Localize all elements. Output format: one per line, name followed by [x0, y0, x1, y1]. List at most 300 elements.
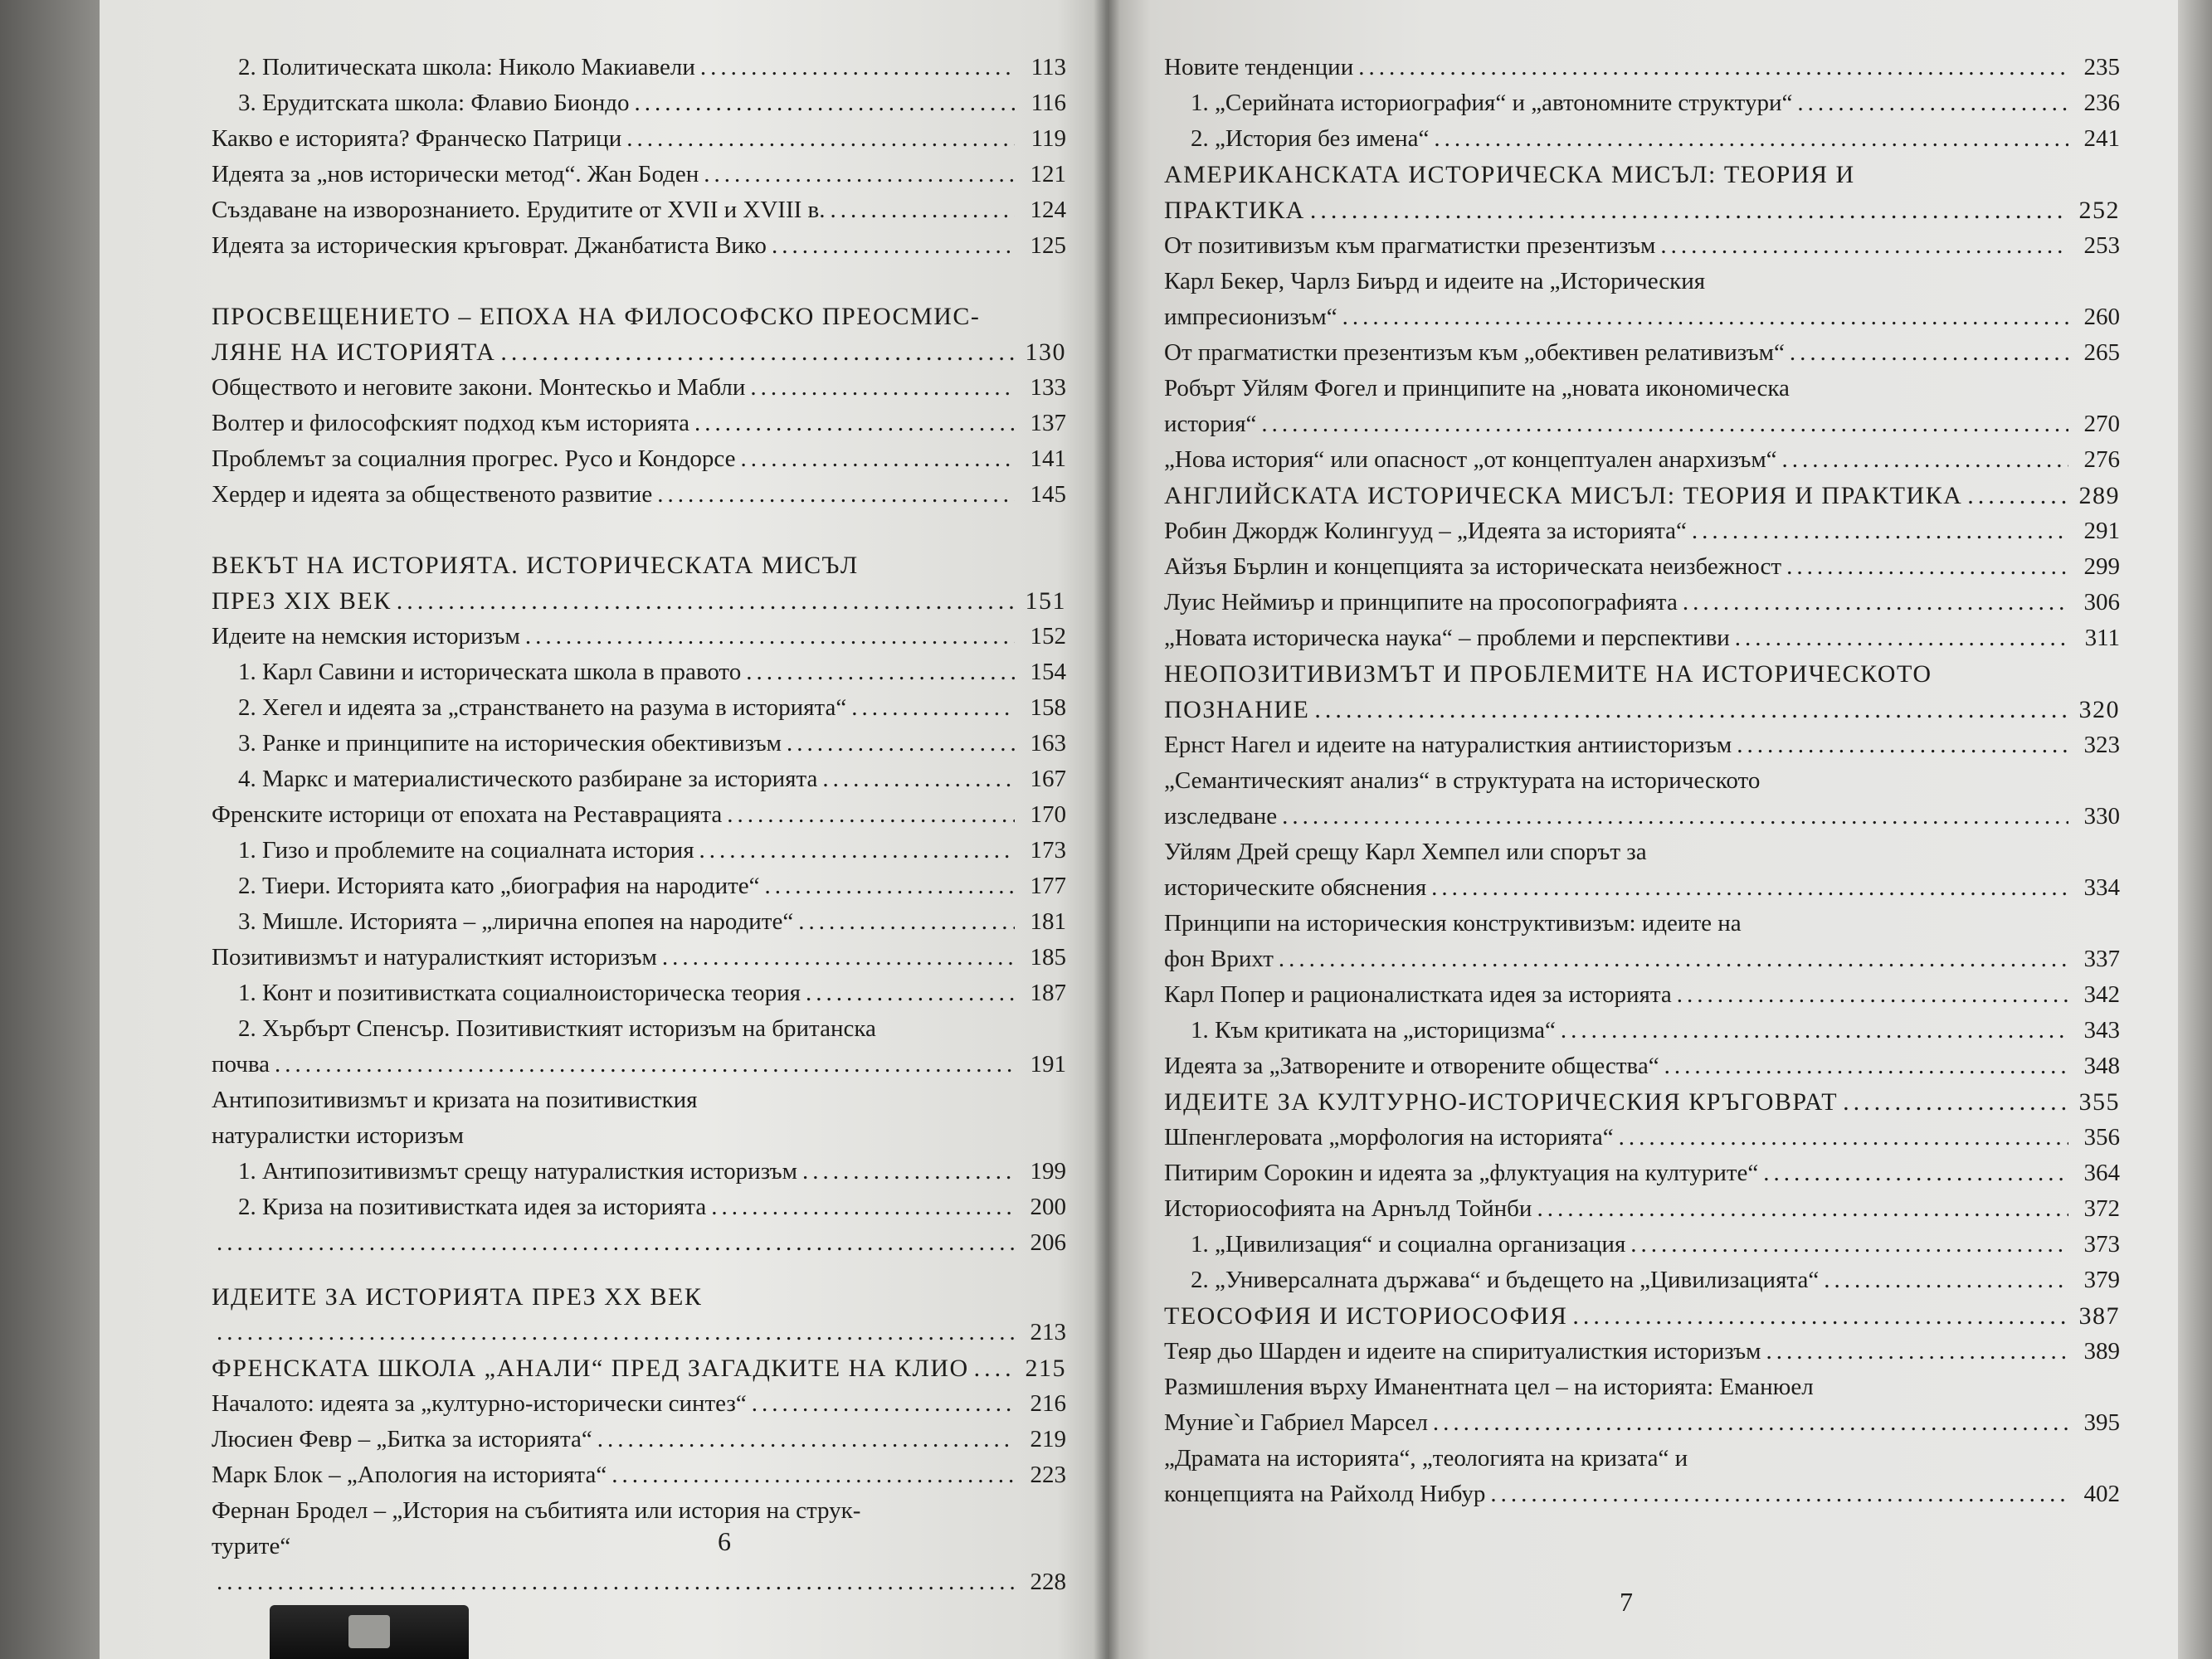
dot-leader	[1619, 1120, 2068, 1155]
toc-entry	[212, 477, 1066, 513]
dot-leader	[830, 192, 1015, 228]
toc-entry-title: Принципи на историческия конструктивизъм: идеите на	[1164, 910, 1742, 937]
toc-entry-page-number: 173	[1030, 837, 1066, 864]
toc-entry	[1164, 727, 2120, 763]
toc-entry-page-number: 379	[2083, 1267, 2120, 1293]
toc-entry-title: ФРЕНСКАТА ШКОЛА „АНАЛИ“ ПРЕД ЗАГАДКИТЕ НА КЛИО	[212, 1355, 969, 1382]
toc-entry	[212, 1386, 1066, 1422]
toc-entry-page-number: 170	[1030, 801, 1066, 828]
toc-entry-title: Началото: идеята за „културно-исторически синтез“	[212, 1390, 747, 1417]
toc-entry-title: Новите тенденции	[1164, 54, 1354, 80]
dot-leader	[699, 833, 1015, 868]
toc-entry-title: Луис Неймиър и принципите на просопографията	[1164, 589, 1678, 615]
toc-entry-page-number: 213	[1030, 1319, 1066, 1345]
dot-leader	[525, 619, 1015, 654]
toc-entry	[1164, 1477, 2120, 1512]
toc-entry-page-number: 167	[1030, 766, 1066, 792]
toc-entry	[1164, 299, 2120, 335]
dot-leader	[1766, 1334, 2068, 1370]
toc-section-heading	[1164, 656, 2120, 692]
toc-entry-page-number: 119	[1030, 125, 1066, 152]
toc-entry-page-number: 191	[1030, 1051, 1066, 1078]
toc-entry-page-number: 387	[2078, 1302, 2120, 1330]
toc-entry-title: 1. Карл Савини и историческата школа в правото	[238, 659, 742, 685]
toc-section-heading	[1164, 478, 2120, 513]
toc-entry	[212, 1082, 1066, 1118]
dot-leader	[1843, 1084, 2068, 1120]
toc-entry-page-number: 270	[2083, 411, 2120, 437]
toc-entry	[1164, 906, 2120, 941]
toc-entry-page-number: 185	[1030, 944, 1066, 971]
dot-leader	[1342, 299, 2068, 335]
toc-entry	[212, 228, 1066, 264]
toc-entry-page-number: 241	[2083, 125, 2120, 152]
toc-entry-page-number: 116	[1030, 90, 1066, 116]
toc-entry	[1164, 50, 2120, 85]
toc-entry-title: От позитивизъм към прагматистки презентизъм	[1164, 232, 1656, 259]
toc-entry-title: Идеята за „Затворените и отворените общества“	[1164, 1053, 1659, 1079]
dot-leader	[1677, 977, 2068, 1013]
toc-entry	[1164, 1155, 2120, 1191]
toc-entry-title: Създаване на изворознанието. Ерудитите от XVII и XVIII в.	[212, 197, 826, 223]
toc-entry-page-number: 260	[2083, 304, 2120, 330]
toc-entry	[212, 904, 1066, 940]
toc-entry	[212, 761, 1066, 797]
toc-section-heading	[212, 547, 1066, 583]
toc-entry-page-number: 228	[1030, 1569, 1066, 1595]
toc-entry-page-number: 219	[1030, 1426, 1066, 1452]
section-spacer	[212, 513, 1066, 547]
toc-entry-title: натуралистки историзъм	[212, 1122, 464, 1149]
right-page-number: 7	[1620, 1587, 1633, 1617]
toc-entry-page-number: 355	[2078, 1088, 2120, 1116]
toc-entry	[1164, 85, 2120, 121]
dot-leader	[787, 726, 1015, 761]
toc-entry-title: ПРАКТИКА	[1164, 197, 1305, 224]
right-book-page	[1108, 0, 2178, 1659]
toc-entry	[1164, 1227, 2120, 1262]
toc-entry-title: Марк Блок – „Апология на историята“	[212, 1462, 607, 1488]
toc-entry-title: Карл Бекер, Чарлз Биърд и идеите на „Историческия	[1164, 268, 1706, 294]
toc-entry	[1164, 121, 2120, 157]
toc-section-heading	[1164, 1298, 2120, 1334]
toc-entry-page-number: 356	[2083, 1124, 2120, 1151]
dot-leader	[1763, 1155, 2068, 1191]
dot-leader	[1561, 1013, 2068, 1048]
toc-entry-title: Айзъя Бърлин и концепцията за историческата неизбежност	[1164, 553, 1782, 580]
toc-entry	[212, 940, 1066, 975]
dot-leader	[1737, 727, 2068, 763]
dot-leader	[275, 1047, 1015, 1082]
dot-leader	[1797, 85, 2068, 121]
dot-leader	[1735, 620, 2068, 656]
toc-entry	[212, 690, 1066, 726]
dot-leader	[1261, 406, 2068, 442]
dot-leader	[798, 904, 1015, 940]
toc-entry-title: 1. „Цивилизация“ и социална организация	[1191, 1231, 1626, 1258]
toc-entry	[1164, 1441, 2120, 1477]
dot-leader	[1358, 50, 2068, 85]
background-right-edge	[2178, 0, 2212, 1659]
toc-entry	[1164, 763, 2120, 799]
toc-entry-page-number: 289	[2078, 482, 2120, 509]
toc-entry-page-number: 216	[1030, 1390, 1066, 1417]
toc-entry-title: Какво е историята? Франческо Патрици	[212, 125, 622, 152]
dot-leader	[694, 406, 1015, 441]
toc-entry-page-number: 265	[2083, 339, 2120, 366]
toc-entry-title: ИДЕИТЕ ЗА ИСТОРИЯТА ПРЕЗ XX ВЕК	[212, 1283, 703, 1311]
toc-entry	[212, 1118, 1066, 1154]
toc-entry-title: Идеята за „нов исторически метод“. Жан Боден	[212, 161, 699, 187]
dot-leader	[500, 334, 1015, 370]
toc-entry-title: 4. Маркс и материалистическото разбиране за историята	[238, 766, 818, 792]
toc-entry-title: 2. Криза на позитивистката идея за историята	[238, 1194, 707, 1220]
dot-leader	[1310, 192, 2068, 228]
dot-leader	[851, 690, 1015, 726]
toc-entry-title: АНГЛИЙСКАТА ИСТОРИЧЕСКА МИСЪЛ: ТЕОРИЯ И ПРАКТИКА	[1164, 482, 1963, 509]
dot-leader	[1786, 549, 2068, 585]
toc-entry-page-number: 187	[1030, 980, 1066, 1006]
toc-section-heading	[212, 334, 1066, 370]
toc-entry-page-number: 395	[2083, 1409, 2120, 1436]
toc-entry	[212, 1529, 1066, 1564]
dot-leader	[1782, 442, 2068, 478]
toc-entry-page-number: 372	[2083, 1195, 2120, 1222]
toc-entry	[1164, 1370, 2120, 1405]
toc-entry-title: 3. Ранке и принципите на историческия обективизъм	[238, 730, 782, 757]
toc-entry-title: ВЕКЪТ НА ИСТОРИЯТА. ИСТОРИЧЕСКАТА МИСЪЛ	[212, 552, 859, 579]
dot-leader	[217, 1315, 1015, 1350]
dot-leader	[704, 157, 1015, 192]
toc-entry-title: Френските историци от епохата на Реставрацията	[212, 801, 723, 828]
dot-leader	[1630, 1227, 2068, 1262]
toc-entry-title: НЕОПОЗИТИВИЗМЪТ И ПРОБЛЕМИТЕ НА ИСТОРИЧЕСКОТО	[1164, 660, 1932, 688]
toc-entry-page-number: 200	[1030, 1194, 1066, 1220]
toc-entry	[212, 654, 1066, 690]
toc-entry-title: Питирим Сорокин и идеята за „флуктуация на културите“	[1164, 1160, 1759, 1186]
toc-entry	[1164, 870, 2120, 906]
toc-entry-page-number: 373	[2083, 1231, 2120, 1258]
toc-entry-title: 1. Към критиката на „историцизма“	[1191, 1017, 1556, 1044]
dot-leader	[746, 654, 1015, 690]
toc-entry-title: „Драмата на историята“, „теологията на кризата“ и	[1164, 1445, 1688, 1472]
toc-entry-title: 1. „Серийната историография“ и „автономните структури“	[1191, 90, 1793, 116]
dot-leader	[711, 1190, 1015, 1225]
toc-entry-title: Уйлям Дрей срещу Карл Хемпел или спорът за	[1164, 839, 1647, 865]
toc-entry	[212, 192, 1066, 228]
toc-entry-title: Карл Попер и рационалистката идея за историята	[1164, 981, 1672, 1008]
toc-entry-title: почва	[212, 1051, 270, 1078]
section-spacer	[212, 264, 1066, 299]
toc-entry-title: Идеята за историческия кръговрат. Джанбатиста Вико	[212, 232, 767, 259]
toc-entry-page-number: 158	[1030, 694, 1066, 721]
toc-entry	[212, 1315, 1066, 1350]
dot-leader	[740, 441, 1015, 477]
dot-leader	[1433, 1405, 2068, 1441]
toc-entry-page-number: 334	[2083, 874, 2120, 901]
toc-entry	[212, 370, 1066, 406]
toc-entry-title: 1. Гизо и проблемите на социалната история	[238, 837, 694, 864]
toc-entry-title: АМЕРИКАНСКАТА ИСТОРИЧЕСКА МИСЪЛ: ТЕОРИЯ И	[1164, 161, 1855, 188]
toc-entry-page-number: 311	[2084, 625, 2120, 651]
toc-entry-title: Размишления върху Иманентната цел – на историята: Еманюел	[1164, 1374, 1814, 1400]
dot-leader	[1967, 478, 2068, 513]
dot-leader	[397, 583, 1015, 619]
toc-entry-title: Фернан Бродел – „История на събитията или история на струк-	[212, 1497, 861, 1524]
toc-entry	[212, 50, 1066, 85]
dot-leader	[1314, 692, 2068, 727]
toc-entry	[212, 1457, 1066, 1493]
toc-entry-page-number: 276	[2083, 446, 2120, 473]
toc-entry-title: Робин Джордж Колингууд – „Идеята за историята“	[1164, 518, 1687, 544]
toc-entry-title: ПРЕЗ XIX ВЕК	[212, 587, 392, 615]
dot-leader	[611, 1457, 1015, 1493]
toc-entry-title: 1. Конт и позитивистката социалноисторическа теория	[238, 980, 801, 1006]
section-spacer	[212, 1261, 1066, 1279]
toc-entry-page-number: 320	[2078, 696, 2120, 723]
toc-entry-page-number: 235	[2083, 54, 2120, 80]
toc-entry	[212, 157, 1066, 192]
toc-entry-page-number: 389	[2083, 1338, 2120, 1365]
toc-entry-title: ПРОСВЕЩЕНИЕТО – ЕПОХА НА ФИЛОСОФСКО ПРЕОСМИС-	[212, 303, 981, 330]
dot-leader	[1572, 1298, 2068, 1334]
toc-entry-title: ИДЕИТЕ ЗА КУЛТУРНО-ИСТОРИЧЕСКИЯ КРЪГОВРАТ	[1164, 1088, 1839, 1116]
toc-entry	[212, 619, 1066, 654]
toc-entry-title: Муние`и Габриел Марсел	[1164, 1409, 1428, 1436]
dot-leader	[806, 975, 1015, 1011]
toc-entry-page-number: 152	[1030, 623, 1066, 649]
toc-entry	[1164, 406, 2120, 442]
toc-entry	[212, 1154, 1066, 1190]
binder-clip	[270, 1605, 469, 1659]
toc-entry-title: Идеите на немския историзъм	[212, 623, 520, 649]
toc-entry-title: Историософията на Арнълд Тойнби	[1164, 1195, 1532, 1222]
dot-leader	[1434, 121, 2068, 157]
dot-leader	[1431, 870, 2068, 906]
toc-entry	[212, 441, 1066, 477]
toc-entry-page-number: 141	[1030, 445, 1066, 472]
toc-entry-page-number: 342	[2083, 981, 2120, 1008]
toc-section-heading	[1164, 692, 2120, 727]
toc-entry	[1164, 1191, 2120, 1227]
toc-entry-title: Ернст Нагел и идеите на натуралисткия антиисторизъм	[1164, 732, 1732, 758]
toc-entry-page-number: 206	[1030, 1229, 1066, 1256]
toc-entry-title: 2. Хегел и идеята за „странстването на разума в историята“	[238, 694, 847, 721]
toc-entry-page-number: 124	[1030, 197, 1066, 223]
left-page-number: 6	[718, 1526, 731, 1556]
toc-entry-page-number: 291	[2083, 518, 2120, 544]
toc-section-heading	[212, 583, 1066, 619]
toc-entry-title: концепцията на Райхолд Нибур	[1164, 1481, 1486, 1507]
toc-section-heading	[1164, 157, 2120, 192]
dot-leader	[1824, 1262, 2068, 1298]
dot-leader	[765, 868, 1015, 904]
toc-entry-title: 2. „Универсалната държава“ и бъдещето на „Цивилизацията“	[1191, 1267, 1820, 1293]
toc-entry-title: „Новата историческа наука“ – проблеми и перспективи	[1164, 625, 1730, 651]
book-gutter	[1094, 0, 1120, 1659]
toc-entry	[1164, 834, 2120, 870]
dot-leader	[752, 1386, 1015, 1422]
toc-entry-page-number: 348	[2083, 1053, 2120, 1079]
toc-entry-page-number: 252	[2078, 197, 2120, 224]
toc-entry-page-number: 145	[1030, 481, 1066, 508]
toc-entry-page-number: 113	[1030, 54, 1066, 80]
toc-entry	[1164, 1048, 2120, 1084]
dot-leader	[802, 1154, 1015, 1190]
toc-entry-title: историческите обяснения	[1164, 874, 1427, 901]
toc-entry-title: ПОЗНАНИЕ	[1164, 696, 1310, 723]
dot-leader	[1660, 228, 2068, 264]
toc-entry	[1164, 1334, 2120, 1370]
toc-entry-title: Робърт Уйлям Фогел и принципите на „новата икономическа	[1164, 375, 1790, 401]
toc-entry	[212, 975, 1066, 1011]
toc-entry	[1164, 620, 2120, 656]
left-book-page	[100, 0, 1108, 1659]
toc-entry-page-number: 223	[1030, 1462, 1066, 1488]
toc-entry-page-number: 253	[2083, 232, 2120, 259]
toc-entry-page-number: 330	[2083, 803, 2120, 830]
toc-entry-title: От прагматистки презентизъм към „обективен релативизъм“	[1164, 339, 1785, 366]
dot-leader	[727, 797, 1015, 833]
toc-entry-page-number: 402	[2083, 1481, 2120, 1507]
toc-entry	[1164, 585, 2120, 620]
dot-leader	[635, 85, 1015, 121]
toc-entry-page-number: 364	[2083, 1160, 2120, 1186]
toc-entry-title: 2. Тиери. Историята като „биография на народите“	[238, 873, 760, 899]
toc-entry	[212, 1225, 1066, 1261]
toc-section-heading	[212, 1350, 1066, 1386]
toc-entry	[1164, 228, 2120, 264]
dot-leader	[700, 50, 1015, 85]
toc-entry-title: ЛЯНЕ НА ИСТОРИЯТА	[212, 338, 496, 366]
toc-entry-page-number: 337	[2083, 946, 2120, 972]
toc-entry	[1164, 1013, 2120, 1048]
toc-section-heading	[1164, 1084, 2120, 1120]
toc-entry	[212, 833, 1066, 868]
toc-entry-page-number: 181	[1030, 908, 1066, 935]
dot-leader	[1790, 335, 2068, 371]
toc-entry-title: Антипозитивизмът и кризата на позитивисткия	[212, 1087, 698, 1113]
toc-entry-title: 2. Политическата школа: Николо Макиавели	[238, 54, 695, 80]
toc-entry	[1164, 799, 2120, 834]
dot-leader	[1282, 799, 2068, 834]
toc-entry-title: Волтер и философският подход към историята	[212, 410, 690, 436]
toc-entry	[212, 121, 1066, 157]
toc-entry	[212, 1422, 1066, 1457]
toc-entry	[1164, 977, 2120, 1013]
binder-clip-hole	[348, 1615, 390, 1648]
toc-entry	[1164, 371, 2120, 406]
toc-entry-title: Хердер и идеята за общественото развитие	[212, 481, 653, 508]
toc-entry-title: 3. Мишле. Историята – „лирична епопея на народите“	[238, 908, 794, 935]
toc-entry	[1164, 1405, 2120, 1441]
toc-entry	[1164, 442, 2120, 478]
toc-entry-page-number: 133	[1030, 374, 1066, 401]
toc-entry-page-number: 299	[2083, 553, 2120, 580]
dot-leader	[974, 1350, 1015, 1386]
toc-entry-title: Теяр дьо Шарден и идеите на спиритуалисткия историзъм	[1164, 1338, 1761, 1365]
right-toc-list	[1164, 50, 2120, 1512]
toc-entry	[212, 797, 1066, 833]
toc-entry-title: 2. Хърбърт Спенсър. Позитивисткият историзъм на британска	[238, 1015, 876, 1042]
left-toc-list	[212, 50, 1066, 1600]
dot-leader	[822, 761, 1015, 797]
toc-entry-page-number: 137	[1030, 410, 1066, 436]
dot-leader	[1692, 513, 2068, 549]
toc-entry	[212, 868, 1066, 904]
toc-entry	[212, 726, 1066, 761]
toc-entry-title: импресионизъм“	[1164, 304, 1337, 330]
toc-entry-title: турите“	[212, 1533, 291, 1559]
toc-entry-title: 3. Ерудитската школа: Флавио Биондо	[238, 90, 630, 116]
toc-entry-title: фон Врихт	[1164, 946, 1274, 972]
dot-leader	[772, 228, 1015, 264]
toc-entry-page-number: 215	[1025, 1355, 1066, 1382]
dot-leader	[750, 370, 1015, 406]
toc-entry	[212, 1190, 1066, 1225]
dot-leader	[657, 477, 1015, 513]
toc-entry	[1164, 335, 2120, 371]
toc-entry-title: Позитивизмът и натуралисткият историзъм	[212, 944, 657, 971]
toc-entry-page-number: 125	[1030, 232, 1066, 259]
dot-leader	[217, 1225, 1015, 1261]
toc-entry-page-number: 306	[2083, 589, 2120, 615]
toc-entry-page-number: 151	[1025, 587, 1066, 615]
dot-leader	[217, 1564, 1015, 1600]
toc-entry-page-number: 154	[1030, 659, 1066, 685]
toc-entry-page-number: 199	[1030, 1158, 1066, 1185]
toc-entry	[212, 85, 1066, 121]
toc-entry-title: история“	[1164, 411, 1257, 437]
toc-entry	[212, 1493, 1066, 1529]
toc-entry-title: „Нова история“ или опасност „от концептуален анархизъм“	[1164, 446, 1777, 473]
toc-entry	[1164, 941, 2120, 977]
toc-entry-page-number: 236	[2083, 90, 2120, 116]
toc-entry	[212, 1047, 1066, 1082]
toc-entry	[1164, 264, 2120, 299]
toc-entry-title: 1. Антипозитивизмът срещу натуралисткия историзъм	[238, 1158, 797, 1185]
toc-entry-title: „Семантическият анализ“ в структурата на историческото	[1164, 767, 1761, 794]
dot-leader	[1279, 941, 2068, 977]
toc-entry-page-number: 121	[1030, 161, 1066, 187]
dot-leader	[662, 940, 1015, 975]
dot-leader	[1537, 1191, 2068, 1227]
toc-entry-title: Проблемът за социалния прогрес. Русо и Кондорсе	[212, 445, 736, 472]
background-left-edge	[0, 0, 100, 1659]
toc-entry-title: Обществото и неговите закони. Монтескьо и Мабли	[212, 374, 746, 401]
dot-leader	[626, 121, 1015, 157]
toc-entry-title: Шпенглеровата „морфология на историята“	[1164, 1124, 1614, 1151]
toc-entry-page-number: 343	[2083, 1017, 2120, 1044]
toc-entry	[1164, 1120, 2120, 1155]
toc-entry-page-number: 130	[1025, 338, 1066, 366]
dot-leader	[597, 1422, 1015, 1457]
dot-leader	[1490, 1477, 2068, 1512]
toc-entry	[1164, 1262, 2120, 1298]
toc-entry-title: 2. „История без имена“	[1191, 125, 1430, 152]
toc-entry-page-number: 177	[1030, 873, 1066, 899]
toc-entry	[212, 1011, 1066, 1047]
dot-leader	[1683, 585, 2068, 620]
dot-leader	[1664, 1048, 2068, 1084]
toc-entry-title: Люсиен Февр – „Битка за историята“	[212, 1426, 592, 1452]
toc-section-heading	[212, 1279, 1066, 1315]
toc-entry	[212, 406, 1066, 441]
toc-section-heading	[1164, 192, 2120, 228]
toc-entry-title: изследване	[1164, 803, 1278, 830]
toc-entry	[1164, 513, 2120, 549]
toc-entry-page-number: 163	[1030, 730, 1066, 757]
